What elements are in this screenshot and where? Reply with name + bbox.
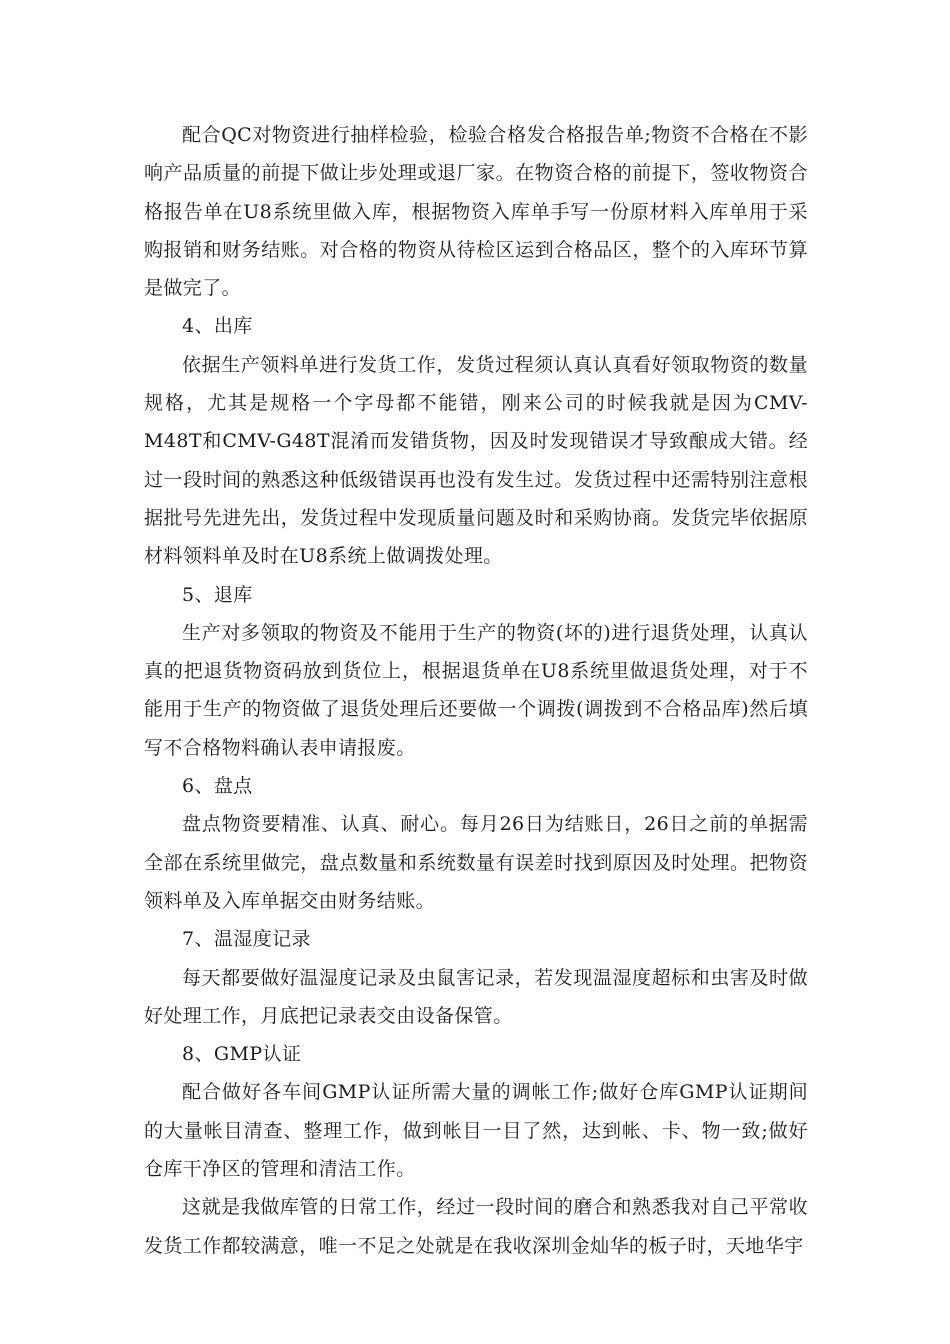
section-heading-gmp: 8、GMP认证: [182, 1043, 302, 1066]
section-heading-outbound: 4、出库: [182, 315, 253, 338]
paragraph-outbound: 依据生产领料单进行发货工作，发货过程须认真认真看好领取物资的数量规格，尤其是规格一个字母都不能错，刚来公司的时候我就是因为CMV-M48T和CMV-G48T混淆而发错货物，因及时发现错误才导致酿成大错。经过一段时间的熟悉这种低级错误再也没有发生过。发货过程中还需特别注意根据批号先进先出，发货过程中发现质量问题及时和采购协商。发货完毕依据原材料领料单及时在U8系统上做调拨处理。: [144, 353, 808, 568]
paragraph-inventory-count: 盘点物资要精准、认真、耐心。每月26日为结账日，26日之前的单据需全部在系统里做完，盘点数量和系统数量有误差时找到原因及时处理。把物资领料单及入库单据交由财务结账。: [144, 813, 808, 912]
paragraph-inbound-inspection: 配合QC对物资进行抽样检验，检验合格发合格报告单;物资不合格在不影响产品质量的前提下做让步处理或退厂家。在物资合格的前提下，签收物资合格报告单在U8系统里做入库，根据物资入库单手写一份原材料入库单用于采购报销和财务结账。对合格的物资从待检区运到合格品区，整个的入库环节算是做完了。: [144, 124, 808, 300]
paragraph-summary: 这就是我做库管的日常工作，经过一段时间的磨合和熟悉我对自己平常收发货工作都较满意，唯一不足之处就是在我收深圳金灿华的板子时，天地华宇: [144, 1196, 808, 1257]
section-heading-inventory-count: 6、盘点: [182, 775, 253, 798]
paragraph-return: 生产对多领取的物资及不能用于生产的物资(坏的)进行退货处理，认真认真的把退货物资码放到货位上，根据退货单在U8系统里做退货处理，对于不能用于生产的物资做了退货处理后还要做一个调拨(调拨到不合格品库)然后填写不合格物料确认表申请报废。: [144, 621, 808, 759]
section-heading-return: 5、退库: [182, 583, 253, 606]
section-heading-temperature-humidity: 7、温湿度记录: [182, 928, 311, 951]
paragraph-gmp: 配合做好各车间GMP认证所需大量的调帐工作;做好仓库GMP认证期间的大量帐目清查、整理工作，做到帐目一目了然，达到帐、卡、物一致;做好仓库干净区的管理和清洁工作。: [144, 1081, 808, 1181]
document-page: [144, 116, 808, 1265]
paragraph-temperature-humidity: 每天都要做好温湿度记录及虫鼠害记录，若发现温湿度超标和虫害及时做好处理工作，月底把记录表交由设备保管。: [144, 966, 808, 1027]
